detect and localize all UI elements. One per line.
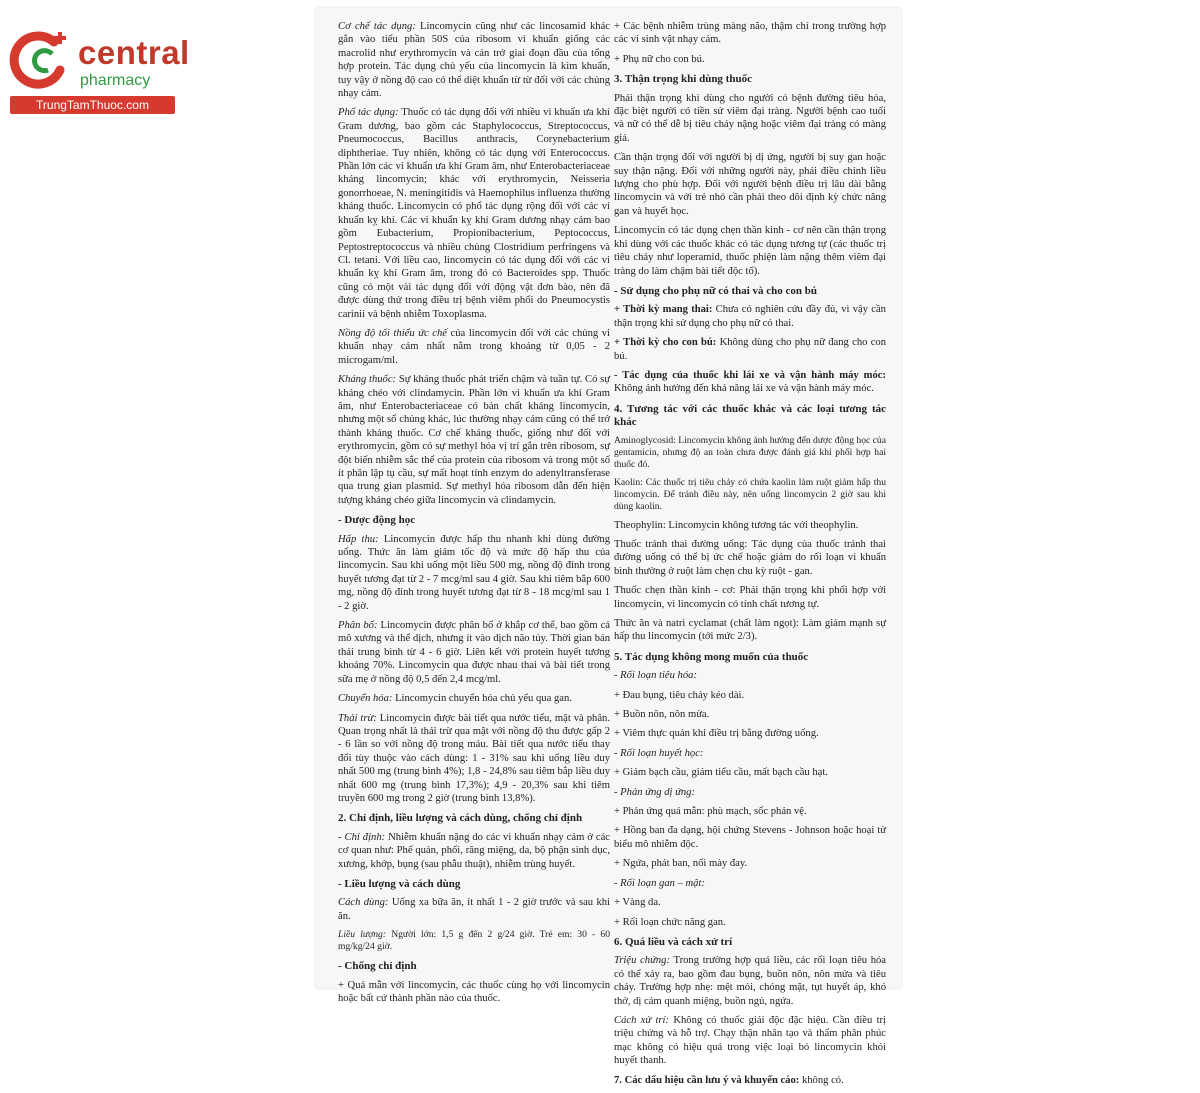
paragraph <box>614 336 886 363</box>
paragraph-text: Lincomycin chuyển hóa chủ yếu qua gan. <box>392 693 572 705</box>
paragraph-lead: + Thời kỳ mang thai: <box>614 304 713 316</box>
paragraph-text: + Viêm thực quản khi điều trị bằng đường uống. <box>614 728 819 740</box>
paragraph-text: Theophylin: Lincomycin không tương tác với theophylin. <box>614 519 859 531</box>
paragraph-lead: Cơ chế tác dụng: <box>338 21 416 32</box>
paragraph-text: Người lớn: 1,5 g đến 2 g/24 giờ. Trẻ em: 30 - 60 mg/kg/24 giờ. <box>338 929 610 953</box>
paragraph-text: Nhiễm khuẩn nặng do các vi khuẩn nhạy cảm ở các cơ quan như: Phế quản, phổi, răng miệng, da, bộ phận sinh dục, xương, khớp, bụng (sau phẫu thuật), nhiễm trùng huyết. <box>338 831 610 870</box>
paragraph-lead: Hấp thu: <box>338 533 379 545</box>
paragraph-text: của lincomycin đối với các chủng vi khuẩn nhạy cảm nhất nằm trong khoảng từ 0,05 - 2 microgam/ml. <box>338 327 610 366</box>
paragraph-text: Trong trường hợp quá liều, các rối loạn tiêu hóa có thể xảy ra, bao gồm đau bụng, buồn nôn, nôn mửa và tiêu chảy. Trường hợp nhẹ: mệt mỏi, chóng mặt, tụt huyết áp, khó thở, dị cảm quanh miệng, buồn ngủ, ngứa. <box>614 955 886 1007</box>
section-heading <box>338 960 610 973</box>
paragraph-lead: Phổ tác dụng: <box>338 107 399 119</box>
heading-text: - Dược động học <box>338 514 416 527</box>
paragraph-text: + Phụ nữ cho con bú. <box>614 53 705 65</box>
heading-text: - Chống chỉ định <box>338 960 417 973</box>
right-column <box>614 20 886 1093</box>
paragraph-text: + Rối loạn chức năng gan. <box>614 916 726 928</box>
paragraph-text: Aminoglycosid: Lincomycin không ảnh hưởng đến dược động học của gentamicin, nhưng độ an toàn chưa được đánh giá khi phối hợp hai thuốc đó. <box>614 434 886 470</box>
paragraph <box>614 708 886 721</box>
paragraph-text: Uống xa bữa ăn, ít nhất 1 - 2 giờ trước và sau khi ăn. <box>338 897 610 922</box>
paragraph <box>614 1074 886 1087</box>
paragraph <box>614 954 886 1008</box>
paragraph <box>614 689 886 702</box>
paragraph-text: Thuốc chẹn thần kinh - cơ: Phải thận trọng khi phối hợp với lincomycin, vì lincomycin có tính chất tương tự. <box>614 585 886 610</box>
paragraph <box>614 519 886 532</box>
section-heading <box>614 403 886 430</box>
paragraph-text: - Rối loạn huyết học: <box>614 747 704 759</box>
paragraph <box>614 747 886 760</box>
brand-name: central <box>78 34 190 71</box>
paragraph <box>338 20 610 100</box>
paragraph-lead: Thải trừ: <box>338 712 377 724</box>
paragraph-text: Thuốc tránh thai đường uống: Tác dụng của thuốc tránh thai đường uống có thể bị ức chế hoặc giảm do rối loạn vi khuẩn bình thường ở ruột làm chẹn chu kỳ ruột - gan. <box>614 538 886 577</box>
paragraph <box>614 727 886 740</box>
paragraph <box>338 712 610 806</box>
paragraph-text: + Quá mẫn với lincomycin, các thuốc cùng họ với lincomycin hoặc bất cứ thành phần nào của thuốc. <box>338 979 610 1004</box>
paragraph-text: + Ngứa, phát ban, nổi mày đay. <box>614 858 748 870</box>
paragraph <box>614 877 886 890</box>
paragraph-text: Lincomycin được phân bố ở khắp cơ thể, bao gồm cả mô xương và thể dịch, nhưng ít vào dịch não tủy. Thời gian bán thải trung bình từ 4 - 6 giờ. Liên kết với protein huyết tương khoảng 70%. Lincomycin qua được nhau thai và bài tiết trong sữa mẹ ở nồng độ 0,5 đến 2,4 mcg/ml. <box>338 620 610 685</box>
paragraph-text: + Hồng ban đa dạng, hội chứng Stevens - Johnson hoặc hoại tử biểu mô nhiễm độc. <box>614 825 886 850</box>
paragraph <box>614 224 886 278</box>
heading-text: 6. Quá liều và cách xử trí <box>614 935 733 948</box>
paragraph <box>614 857 886 870</box>
paragraph <box>614 584 886 611</box>
heading-text: 2. Chỉ định, liều lượng và cách dùng, chống chỉ định <box>338 812 583 825</box>
paragraph <box>614 1014 886 1068</box>
paragraph-text: không có. <box>799 1074 844 1086</box>
paragraph-text: Phải thận trọng khi dùng cho người có bệnh đường tiêu hóa, đặc biệt người có tiền sử viêm đại tràng. Người bệnh cao tuổi và nữ có thể dễ bị tiêu chảy nặng hoặc viêm đại tràng có màng giả. <box>614 92 886 144</box>
paragraph-text: Không có thuốc giải độc đặc hiệu. Cần điều trị triệu chứng và hỗ trợ. Chạy thận nhân tạo và thẩm phân phúc mạc không có hiệu quả trong việc loại bỏ lincomycin khỏi huyết thanh. <box>614 1014 886 1067</box>
paragraph-text: - Phản ứng dị ứng: <box>614 786 695 798</box>
paragraph-text: Lincomycin được hấp thu nhanh khi dùng đường uống. Thức ăn làm giảm tốc độ và mức độ hấp thu của lincomycin. Sau khi uống một liều 500 mg, nồng độ đỉnh trong huyết tương đạt từ 2 - 7 mcg/ml sau 4 giờ. Sau khi tiêm bắp 600 mg, nồng độ đỉnh trong huyết tương đạt từ 8 - 18 mcg/ml sau 1 - 2 giờ. <box>338 533 610 612</box>
section-heading <box>614 73 886 86</box>
paragraph <box>338 106 610 321</box>
paragraph-lead: Chuyển hóa: <box>338 693 393 705</box>
paragraph-text: - Rối loạn gan – mật: <box>614 877 705 889</box>
paragraph-lead: Liều lượng: <box>338 929 387 941</box>
section-heading <box>338 514 610 527</box>
paragraph-text: + Các bệnh nhiễm trùng màng não, thậm chí trong trường hợp các vi sinh vật nhạy cảm. <box>614 21 886 46</box>
paragraph-lead: Kháng thuốc: <box>338 374 397 386</box>
heading-text: 3. Thận trọng khi dùng thuốc <box>614 73 752 86</box>
heading-text: - Sử dụng cho phụ nữ có thai và cho con bú <box>614 284 818 297</box>
brand-logo <box>10 30 190 120</box>
paragraph-text: Thuốc có tác dụng đối với nhiều vi khuẩn ưa khí Gram dương, bao gồm các Staphylococcus, Streptococcus, Pneumococcus, Bacillus anthracis, Corynebacterium diphtheriae. Tuy nhiên, không có tác dụng với Enterococcus. Phần lớn các vi khuẩn ưa khí Gram âm, như Enterobacteriaceae kháng lincomycin; khác với erythromycin, Neisseria gonorrhoeae, N. meningitidis và Haemophilus influenza thường kháng thuốc. Lincomycin có phổ tác dụng rộng đối với các vi khuẩn kỵ khí. Các vi khuẩn kỵ khí Gram dương nhạy cảm bao gồm Eubacterium, Propionibacterium, Peptococcus, Peptostreptococcus và nhiều chủng Clostridium perfringens và Cl. tetani. Với liều cao, lincomycin có tác dụng đối với các vi khuẩn kỵ khí Gram âm, trong đó có Bacteroides spp. Thuốc cũng có một vài tác dụng đối với động vật đơn bào, nên đã được dùng thử trong điều trị bệnh viêm phổi do Pneumocystis carinii và bệnh nhiễm Toxoplasma. <box>338 107 610 320</box>
paragraph <box>338 979 610 1006</box>
paragraph-text: Không ảnh hưởng đến khả năng lái xe và vận hành máy móc. <box>614 383 874 395</box>
paragraph-text: Thức ăn và natri cyclamat (chất làm ngọt): Làm giảm mạnh sự hấp thu lincomycin (tới mức 2/3). <box>614 618 886 643</box>
paragraph-text: Không dùng cho phụ nữ đang cho con bú. <box>614 337 887 362</box>
paragraph-text: Chưa có nghiên cứu đầy đủ, vì vậy cần thận trọng khi sử dụng cho phụ nữ có thai. <box>614 304 886 329</box>
paragraph-lead: + Thời kỳ cho con bú: <box>614 337 717 349</box>
brand-subtitle: pharmacy <box>80 72 151 89</box>
paragraph <box>338 327 610 367</box>
paragraph <box>614 538 886 578</box>
heading-text: 5. Tác dụng không mong muốn của thuốc <box>614 650 809 663</box>
paragraph-text: + Đau bụng, tiêu chảy kéo dài. <box>614 689 745 701</box>
paragraph-text: + Vàng da. <box>614 897 661 909</box>
paragraph <box>614 53 886 66</box>
paragraph-lead: - Chỉ định: <box>338 831 386 843</box>
paragraph-lead: - Tác dụng của thuốc khi lái xe và vận hành máy móc: <box>614 369 886 381</box>
leaflet-page <box>316 8 901 1086</box>
paragraph-text: - Rối loạn tiêu hóa: <box>614 670 697 682</box>
paragraph-text: + Buồn nôn, nôn mửa. <box>614 709 710 721</box>
section-heading <box>614 651 886 664</box>
paragraph <box>614 786 886 799</box>
paragraph <box>614 766 886 779</box>
paragraph <box>614 303 886 330</box>
paragraph <box>338 831 610 871</box>
paragraph-text: + Phản ứng quá mẫn: phù mạch, sốc phản vệ. <box>614 806 807 818</box>
section-heading <box>338 878 610 891</box>
paragraph-lead: Cách dùng: <box>338 897 389 909</box>
heading-text: 4. Tương tác với các thuốc khác và các loại tương tác khác <box>614 402 886 429</box>
paragraph <box>614 805 886 818</box>
paragraph <box>338 373 610 507</box>
paragraph <box>614 916 886 929</box>
paragraph-text: Lincomycin được bài tiết qua nước tiểu, mật và phân. Quan trọng nhất là thải trừ qua mật với nồng độ thu được gấp 2 - 6 lần so với nồng độ trong máu. Bài tiết qua nước tiểu thay đổi tùy thuộc vào cách dùng: 1 - 31% sau khi uống liều duy nhất 500 mg (trung bình 4%); 1,8 - 24,8% sau tiêm bắp liều duy nhất 600 mg (trung bình 17,3%); 4,9 - 20,3% sau khi tiêm truyền 600 mg trong 2 giờ (trung bình 13,8%). <box>338 712 610 804</box>
paragraph-text: Lincomycin có tác dụng chẹn thần kinh - cơ nên cần thận trọng khi dùng với các thuốc khác có tác dụng tương tự (các thuốc trị tiêu chảy như loperamid, thuốc phiện làm nặng thêm viêm đại tràng do làm chậm bài tiết độc tố). <box>614 225 886 277</box>
paragraph-lead: Nồng độ tối thiểu ức chế <box>338 327 447 339</box>
paragraph-text: Lincomycin cũng như các lincosamid khác gắn vào tiểu phần 50S của ribosom vi khuẩn giống các macrolid như erythromycin và cản trở giai đoạn đầu của tổng hợp protein. Tác dụng chủ yếu của lincomycin là kìm khuẩn, tuy vậy ở nồng độ cao có thể diệt khuẩn từ từ đối với các chủng nhạy cảm. <box>338 21 610 100</box>
paragraph <box>614 617 886 644</box>
paragraph <box>338 619 610 686</box>
paragraph <box>614 669 886 682</box>
paragraph <box>614 435 886 471</box>
brand-website: TrungTamThuoc.com <box>10 96 175 114</box>
paragraph <box>614 20 886 47</box>
paragraph-lead: Phân bố: <box>338 620 378 632</box>
paragraph <box>614 92 886 146</box>
section-heading <box>614 936 886 949</box>
paragraph <box>614 477 886 513</box>
heading-text: - Liều lượng và cách dùng <box>338 877 461 890</box>
paragraph-lead: Cách xử trí: <box>614 1014 670 1026</box>
left-column <box>338 20 610 1011</box>
paragraph <box>338 896 610 923</box>
paragraph <box>614 824 886 851</box>
section-heading <box>338 812 610 825</box>
paragraph <box>614 151 886 218</box>
paragraph-text: + Giảm bạch cầu, giảm tiểu cầu, mất bạch cầu hạt. <box>614 767 828 779</box>
paragraph <box>338 533 610 613</box>
paragraph <box>614 369 886 396</box>
paragraph <box>338 929 610 953</box>
section-heading <box>614 285 886 298</box>
paragraph-lead: Triệu chứng: <box>614 955 670 967</box>
paragraph <box>614 896 886 909</box>
paragraph-text: Kaolin: Các thuốc trị tiêu chảy có chứa kaolin làm ruột giảm hấp thu lincomycin. Để tránh điều này, nên uống lincomycin 2 giờ sau khi dùng kaolin. <box>614 476 886 512</box>
logo-mark-icon <box>10 30 72 92</box>
paragraph-lead: 7. Các dấu hiệu cần lưu ý và khuyến cáo: <box>614 1074 800 1086</box>
paragraph-text: Sự kháng thuốc phát triển chậm và tuần tự. Có sự kháng chéo với clindamycin. Phần lớn vi khuẩn ưa khí Gram âm, như Enterobacteriaceae có bản chất kháng lincomycin, nhưng một số chủng khác, lúc thường nhạy cảm cũng có thể trở thành kháng thuốc. Cơ chế kháng thuốc, giống như đối với erythromycin, gồm có sự methyl hóa vị trí gắn trên ribosom, sự đột biến nhiễm sắc thể của protein của ribosom và trong một số ít phân lập tụ cầu, sự mất hoạt tính enzym do adenyltransferase qua trung gian plasmid. Sự methyl hóa ribosom dẫn đến hiện tượng kháng chéo giữa lincomycin và clindamycin. <box>338 374 610 506</box>
paragraph <box>338 692 610 705</box>
paragraph-text: Cần thận trọng đối với người bị dị ứng, người bị suy gan hoặc suy thận nặng. Đối với những người này, phải điều chỉnh liều lượng cho phù hợp. Đối với người bệnh điều trị lâu dài bằng lincomycin và với trẻ nhỏ cần phải theo dõi định kỳ chức năng gan và huyết học. <box>614 152 886 217</box>
